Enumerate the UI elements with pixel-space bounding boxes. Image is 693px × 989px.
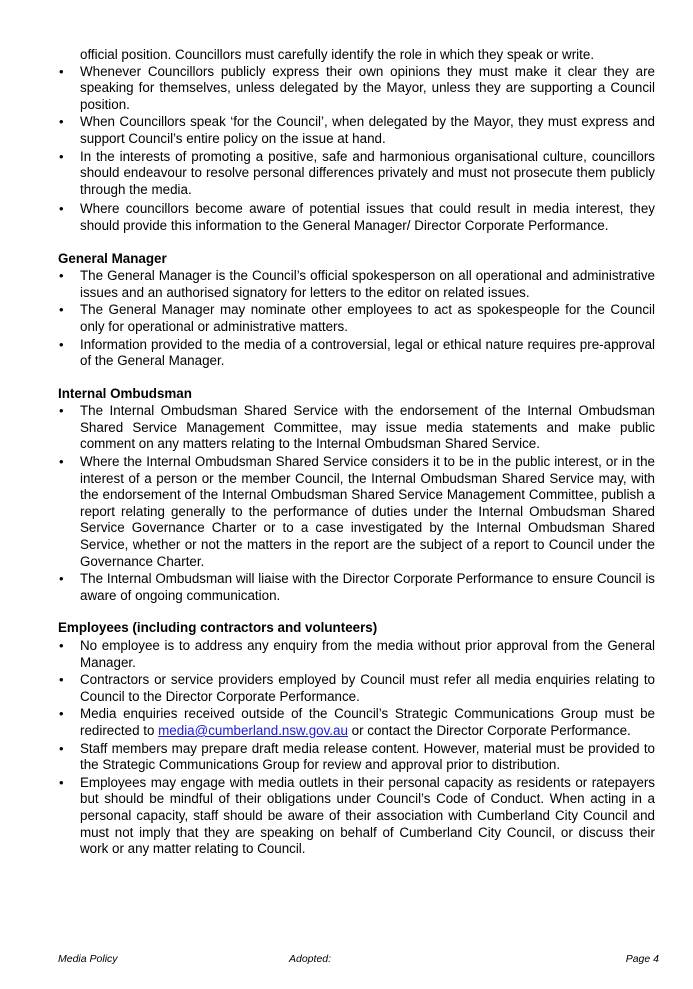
bullet-icon: • bbox=[59, 672, 64, 688]
list-item-text: Where the Internal Ombudsman Shared Service considers it to be in the public interest, or in the interest of a person or the member Council, the Internal Ombudsman Shared Service may, with the endorsement of the Internal Ombudsman Shared Service Management Committee, publish a report relating generally to the performance of duties under the Internal Ombudsman Shared Service Governance Charter or to a case investigated by the Internal Ombudsman Shared Service, whether or not the matters in the report are the subject of a report to Council under the Governance Charter. bbox=[80, 454, 655, 569]
list-item-text: The General Manager is the Council’s official spokesperson on all operational and administrative issues and an authorised signatory for letters to the editor on related issues. bbox=[80, 268, 655, 300]
councillors-bullet-list bbox=[58, 64, 655, 235]
list-item-text: No employee is to address any enquiry from the media without prior approval from the General Manager. bbox=[80, 638, 655, 670]
section-heading-general-manager: General Manager bbox=[58, 250, 167, 266]
bullet-icon: • bbox=[59, 638, 64, 653]
list-item-text: When Councillors speak ‘for the Council’, when delegated by the Mayor, they must express and support Council’s entire policy on the issue at hand. bbox=[80, 114, 655, 146]
bullet-icon: • bbox=[59, 571, 64, 587]
list-item bbox=[58, 741, 655, 774]
intro-continuation: official position. Councillors must carefully identify the role in which they speak or write. bbox=[80, 47, 595, 62]
list-item bbox=[58, 302, 655, 335]
list-item bbox=[58, 706, 655, 739]
list-item bbox=[58, 201, 655, 234]
list-item-text: The Internal Ombudsman Shared Service with the endorsement of the Internal Ombudsman Shared Service Management Committee, may issue media statements and make public comment on any matters relating to the Internal Ombudsman Shared Service. bbox=[80, 403, 655, 452]
bullet-icon: • bbox=[59, 706, 64, 722]
footer-page-number: Page 4 bbox=[625, 953, 659, 965]
list-item bbox=[58, 638, 655, 671]
bullet-icon: • bbox=[59, 774, 64, 790]
bullet-icon: • bbox=[59, 268, 64, 284]
employees-bullet-list bbox=[58, 638, 655, 858]
list-item bbox=[58, 268, 655, 301]
list-item-text: Where councillors become aware of potential issues that could result in media interest, they should provide this information to the General Manager/ Director Corporate Performance. bbox=[80, 201, 655, 233]
list-item-text: or contact the Director Corporate Performance. bbox=[347, 722, 631, 738]
list-item bbox=[58, 337, 655, 370]
bullet-icon: • bbox=[59, 63, 64, 79]
footer-document-title: Media Policy bbox=[58, 953, 118, 965]
list-item bbox=[58, 571, 655, 604]
internal-ombudsman-bullet-list bbox=[58, 403, 655, 604]
list-item bbox=[58, 775, 655, 858]
bullet-icon: • bbox=[59, 454, 64, 470]
general-manager-bullet-list bbox=[58, 268, 655, 370]
bullet-icon: • bbox=[59, 403, 64, 419]
list-item bbox=[58, 403, 655, 453]
bullet-icon: • bbox=[59, 336, 64, 352]
list-item-text: Employees may engage with media outlets in their personal capacity as residents or ratepayers but should be mindful of their obligations under Council’s Code of Conduct. When acting in a personal capacity, staff should be aware of their association with Cumberland City Council and must not imply that they are speaking on behalf of Cumberland City Council, or discuss their work or any matter relating to Council. bbox=[80, 774, 655, 857]
list-item-text: Information provided to the media of a controversial, legal or ethical nature requires pre-approval of the General Manager. bbox=[80, 336, 655, 369]
bullet-icon: • bbox=[59, 740, 64, 756]
list-item-text: The General Manager may nominate other employees to act as spokespeople for the Council only for operational or administrative matters. bbox=[80, 302, 655, 334]
media-email-link[interactable]: media@cumberland.nsw.gov.au bbox=[158, 722, 348, 738]
bullet-icon: • bbox=[59, 201, 64, 217]
list-item-text: Contractors or service providers employed by Council must refer all media enquiries relating to Council to the Director Corporate Performance. bbox=[80, 672, 655, 704]
bullet-icon: • bbox=[59, 114, 64, 130]
section-heading-employees: Employees (including contractors and volunteers) bbox=[58, 620, 378, 636]
bullet-icon: • bbox=[59, 302, 64, 318]
list-item bbox=[58, 114, 655, 147]
bullet-icon: • bbox=[59, 148, 64, 164]
list-item-text: Staff members may prepare draft media release content. However, material must be provided to the Strategic Communications Group for review and approval prior to distribution. bbox=[80, 740, 655, 773]
list-item-text: Whenever Councillors publicly express their own opinions they must make it clear they are speaking for themselves, unless delegated by the Mayor, unless they are supporting a Council position. bbox=[80, 63, 655, 112]
section-heading-internal-ombudsman: Internal Ombudsman bbox=[58, 385, 192, 401]
list-item-text: The Internal Ombudsman will liaise with the Director Corporate Performance to ensure Council is aware of ongoing communication. bbox=[80, 571, 655, 603]
list-item bbox=[58, 672, 655, 705]
list-item bbox=[58, 454, 655, 570]
page-content bbox=[58, 47, 655, 859]
list-item-text: Media enquiries received outside of the Council’s Strategic Communications Group must be redirected to bbox=[80, 706, 655, 738]
footer-adopted-label: Adopted: bbox=[289, 953, 332, 965]
list-item-text: In the interests of promoting a positive, safe and harmonious organisational culture, councillors should endeavour to resolve personal differences privately and must not prosecute them publicly through the media. bbox=[80, 148, 655, 197]
list-item bbox=[58, 149, 655, 199]
list-item bbox=[58, 64, 655, 114]
